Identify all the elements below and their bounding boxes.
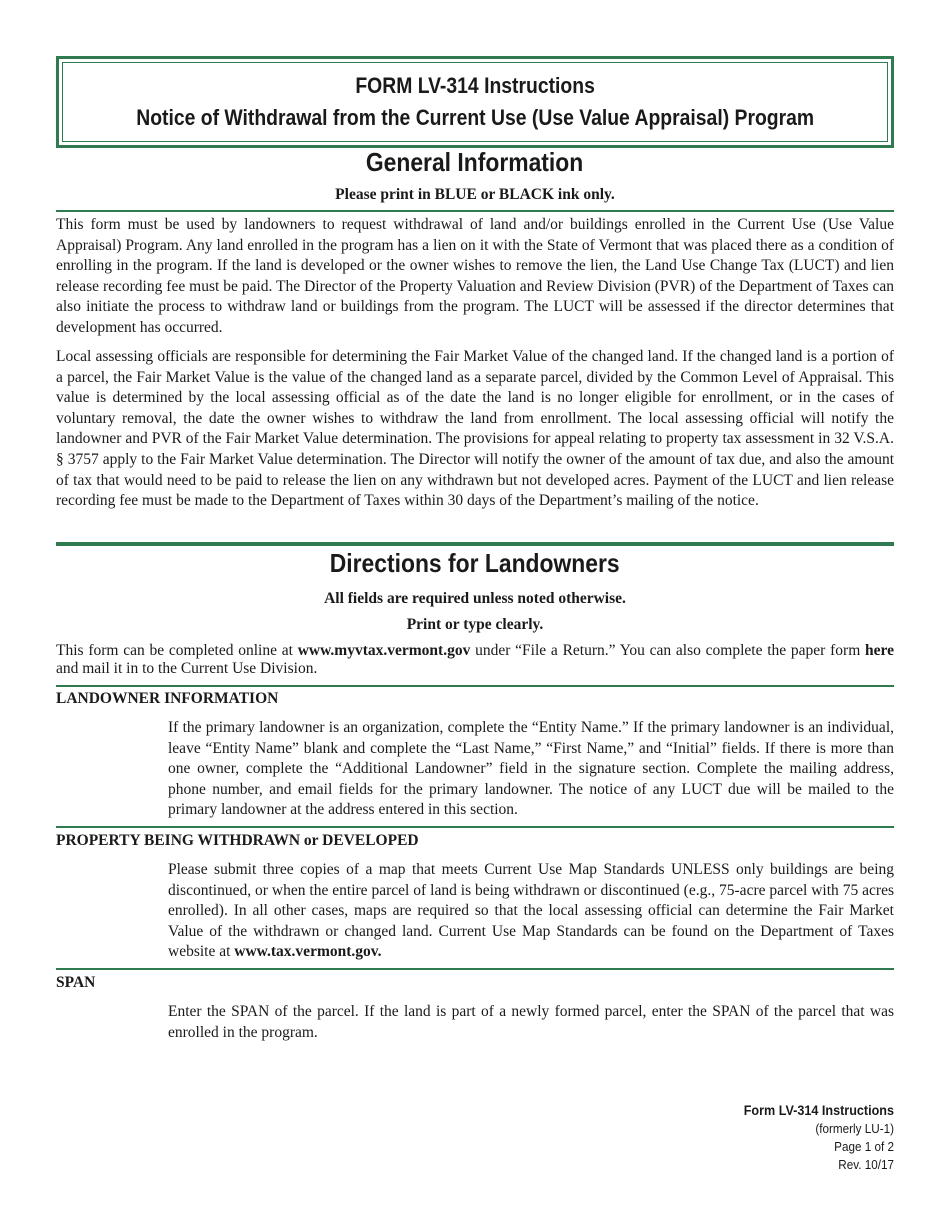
footer-revision: Rev. 10/17 <box>838 1157 894 1172</box>
directions-heading: Directions for Landowners <box>330 548 620 578</box>
required-note: All fields are required unless noted otherwise. <box>324 590 626 607</box>
ink-note: Please print in BLUE or BLACK ink only. <box>335 186 615 203</box>
divider <box>56 685 894 687</box>
form-title: FORM LV-314 Instructions <box>355 73 595 98</box>
form-subtitle: Notice of Withdrawal from the Current Use (Use Value Appraisal) Program <box>136 105 814 130</box>
section-divider <box>56 542 894 546</box>
span-section-text: Enter the SPAN of the parcel. If the land is part of a newly formed parcel, enter the SPAN of the parcel that was enrolled in the program. <box>168 1003 894 1041</box>
form-title-box <box>56 56 894 148</box>
divider <box>56 210 894 212</box>
property-section-text <box>168 860 894 963</box>
property-text: Please submit three copies of a map that meets Current Use Map Standards UNLESS only buildings are being discontinued, or when the entire parcel of land is being withdrawn or discontinued (e.g., 75-acre parcel with 75 acres enrolled). In all other cases, maps are required so that the local assessing official can determine the Fair Market Value of the withdrawn or changed land. Current Use Map Standards can be found on the Department of Taxes website at <box>168 861 894 961</box>
myvtax-link[interactable]: www.myvtax.vermont.gov <box>297 642 471 659</box>
page-footer <box>727 1100 894 1174</box>
landowner-section-heading: LANDOWNER INFORMATION <box>56 690 279 707</box>
form-title-box-inner <box>62 62 888 142</box>
footer-page-number: Page 1 of 2 <box>834 1139 894 1154</box>
online-text-post: and mail it in to the Current Use Division. <box>56 660 318 677</box>
print-note: Print or type clearly. <box>406 616 544 633</box>
footer-formerly: (formerly LU-1) <box>815 1121 894 1136</box>
online-instructions <box>56 642 894 678</box>
landowner-section-text: If the primary landowner is an organization, complete the “Entity Name.” If the primary landowner is an individual, leave “Entity Name” blank and complete the “Last Name,” “First Name,” and “Initial” fields. If there is more than one owner, complete the “Additional Landowner” field in the signature section. Complete the mailing address, phone number, and email fields for the primary landowner. The notice of any LUCT due will be mailed to the primary landowner at the address entered in this section. <box>168 719 894 819</box>
here-link[interactable]: here <box>865 642 894 659</box>
footer-form-title: Form LV-314 Instructions <box>743 1102 894 1118</box>
property-section-heading: PROPERTY BEING WITHDRAWN or DEVELOPED <box>56 832 419 849</box>
tax-vermont-link[interactable]: www.tax.vermont.gov. <box>234 943 382 961</box>
general-paragraph-1: This form must be used by landowners to request withdrawal of land and/or buildings enrolled in the Current Use (Use Value Appraisal) Program. Any land enrolled in the program has a lien on it with the State of Vermont that was placed there as a condition of enrolling in the program. If the land is developed or the owner wishes to remove the lien, the Land Use Change Tax (LUCT) and lien release recording fee must be paid. The Director of the Property Valuation and Review Division (PVR) of the Department of Taxes can also initiate the process to withdraw land or buildings from the program. The LUCT will be assessed if the director determines that development has occurred. <box>56 216 894 336</box>
online-text-mid: under “File a Return.” You can also complete the paper form <box>470 642 866 659</box>
divider <box>56 826 894 828</box>
divider <box>56 968 894 970</box>
general-information-heading: General Information <box>366 147 584 177</box>
span-section-heading: SPAN <box>56 974 96 991</box>
online-text-pre: This form can be completed online at <box>56 642 298 659</box>
general-paragraph-2: Local assessing officials are responsible for determining the Fair Market Value of the changed land. If the changed land is a portion of a parcel, the Fair Market Value is the value of the changed land as a separate parcel, divided by the Common Level of Appraisal. This value is determined by the local assessing official as of the date the land is no longer eligible for enrollment, or in the cases of voluntary removal, the date the owner wishes to withdraw the land from enrollment. The local assessing official will notify the landowner and PVR of the Fair Market Value determination. The provisions for appeal relating to property tax assessment in 32 V.S.A. § 3757 apply to the Fair Market Value determination. The Director will notify the owner of the amount of tax due, and also the amount of tax that would need to be paid to release the lien on any withdrawn but not developed acres. Payment of the LUCT and lien release recording fee must be made to the Department of Taxes within 30 days of the Department’s mailing of the notice. <box>56 348 894 510</box>
